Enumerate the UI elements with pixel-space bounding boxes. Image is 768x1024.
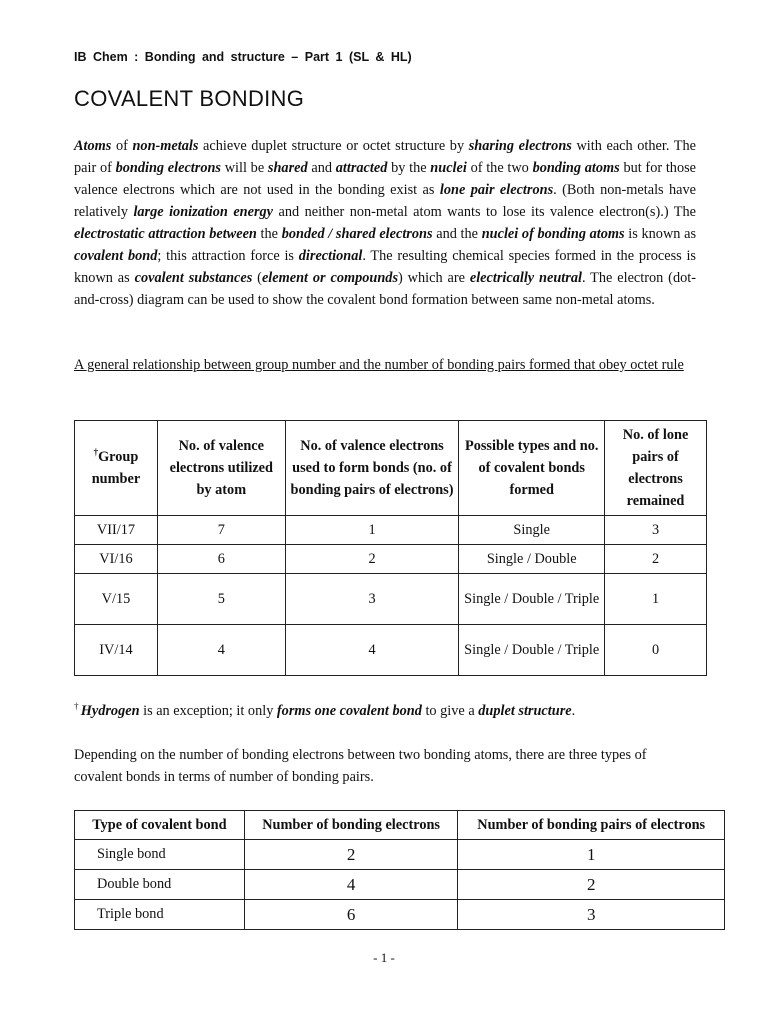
emphasis-term: covalent bond: [74, 248, 158, 264]
text-run: (: [252, 270, 262, 286]
table-row: [75, 870, 725, 900]
text-run: of: [111, 138, 133, 154]
table-header-row: [75, 421, 707, 516]
text-run: of the two: [466, 160, 533, 176]
table-cell: 4: [244, 870, 458, 900]
table-cell: 4: [157, 625, 285, 676]
emphasis-term: bonded / shared electrons: [281, 226, 433, 242]
table-cell: 1: [285, 516, 459, 545]
table-cell: 1: [458, 840, 725, 870]
dagger-mark: †: [93, 447, 99, 458]
table-cell: VII/17: [75, 516, 158, 545]
bond-types-table: [74, 810, 725, 930]
document-header: IB Chem : Bonding and structure – Part 1 (SL & HL): [74, 50, 412, 64]
text-run: and neither non-metal atom wants to lose its valence electron(s).) The: [273, 204, 697, 220]
table-cell: Single / Double / Triple: [459, 574, 605, 625]
table-cell: 6: [157, 545, 285, 574]
emphasis-term: Atoms: [74, 138, 112, 154]
dagger-mark: †: [74, 701, 81, 712]
emphasis-term: electrostatic attraction between: [74, 226, 257, 242]
table-cell: 4: [285, 625, 459, 676]
header-bonding-electrons: Number of bonding electrons: [244, 811, 458, 840]
text-run: achieve duplet structure or octet structure by: [198, 138, 469, 154]
table-cell: 1: [605, 574, 707, 625]
table-row: [75, 900, 725, 930]
group-bonding-table: [74, 420, 707, 676]
header-valence-bonds: No. of valence electrons used to form bonds (no. of bonding pairs of electrons): [285, 421, 459, 516]
table-cell: Double bond: [75, 870, 245, 900]
emphasis-term: element or compounds: [261, 270, 399, 286]
emphasis-term: attracted: [335, 160, 388, 176]
table-cell: 2: [458, 870, 725, 900]
hydrogen-footnote: [74, 700, 696, 722]
emphasis-term: bonding electrons: [115, 160, 221, 176]
text-run: and the: [432, 226, 482, 242]
text-run: with each other. The pair of: [74, 138, 697, 176]
emphasis-term: bonding atoms: [532, 160, 620, 176]
text-run: ; this attraction force is: [157, 248, 299, 264]
text-run: and: [307, 160, 336, 176]
text-run: . The electron (dot-and-cross) diagram can be used to show the covalent bond formation between same non-metal atoms.: [74, 270, 696, 308]
emphasis-term: sharing electrons: [468, 138, 572, 154]
table-row: [75, 574, 707, 625]
header-valence-utilized: No. of valence electrons utilized by atom: [157, 421, 285, 516]
emphasis-term: lone pair electrons: [439, 182, 554, 198]
table-cell: Single bond: [75, 840, 245, 870]
header-bonding-pairs: Number of bonding pairs of electrons: [458, 811, 725, 840]
emphasis-term: large ionization energy: [133, 204, 274, 220]
emphasis-term: nuclei of bonding atoms: [481, 226, 625, 242]
emphasis-term: covalent substances: [134, 270, 253, 286]
header-group-number: †Group number: [75, 421, 158, 516]
table-cell: 0: [605, 625, 707, 676]
text-run: ) which are: [398, 270, 470, 286]
text-run: will be: [221, 160, 268, 176]
emphasis-term: directional: [298, 248, 363, 264]
emphasis-term: shared: [267, 160, 308, 176]
table-row: [75, 625, 707, 676]
text-run: is an exception; it only: [139, 703, 277, 719]
text-run: is known as: [624, 226, 697, 242]
table-cell: Triple bond: [75, 900, 245, 930]
table-cell: IV/14: [75, 625, 158, 676]
text-run: .: [571, 703, 576, 719]
table-cell: 7: [157, 516, 285, 545]
table-row: [75, 516, 707, 545]
table-cell: V/15: [75, 574, 158, 625]
table-cell: 6: [244, 900, 458, 930]
page-number: - 1 -: [373, 950, 395, 965]
table1-caption: A general relationship between group number and the number of bonding pairs formed that obey octet rule: [74, 357, 684, 373]
emphasis-term: electrically neutral: [469, 270, 582, 286]
text-run: to give a: [421, 703, 479, 719]
table-cell: Single / Double: [459, 545, 605, 574]
bond-types-paragraph: Depending on the number of bonding electrons between two bonding atoms, there are three types of covalent bonds in terms of number of bonding pairs.: [74, 747, 647, 785]
table-cell: 2: [285, 545, 459, 574]
table-cell: 3: [458, 900, 725, 930]
table-cell: 3: [285, 574, 459, 625]
text-run: the: [256, 226, 282, 242]
table-cell: 3: [605, 516, 707, 545]
table-cell: VI/16: [75, 545, 158, 574]
table-cell: 5: [157, 574, 285, 625]
header-bond-types: Possible types and no. of covalent bonds formed: [459, 421, 605, 516]
text-run: . The resulting chemical species formed in the process is known as: [74, 248, 696, 286]
header-bond-type: Type of covalent bond: [75, 811, 245, 840]
page-title: COVALENT BONDING: [74, 86, 305, 111]
text-run: but for those valence electrons which are not used in the bonding exist as: [74, 160, 697, 198]
table-cell: Single / Double / Triple: [459, 625, 605, 676]
intro-paragraph: [74, 135, 696, 311]
emphasis-term: non-metals: [132, 138, 199, 154]
table-row: [75, 545, 707, 574]
table-header-row: [75, 811, 725, 840]
table-cell: 2: [605, 545, 707, 574]
text-run: . (Both non-metals have relatively: [74, 182, 696, 220]
emphasis-term: Hydrogen: [80, 703, 140, 719]
table-row: [75, 840, 725, 870]
header-lone-pairs: No. of lone pairs of electrons remained: [605, 421, 707, 516]
emphasis-term: forms one covalent bond: [276, 703, 422, 719]
emphasis-term: duplet structure: [478, 703, 572, 719]
table-cell: 2: [244, 840, 458, 870]
emphasis-term: nuclei: [430, 160, 467, 176]
text-run: by the: [387, 160, 431, 176]
table-cell: Single: [459, 516, 605, 545]
